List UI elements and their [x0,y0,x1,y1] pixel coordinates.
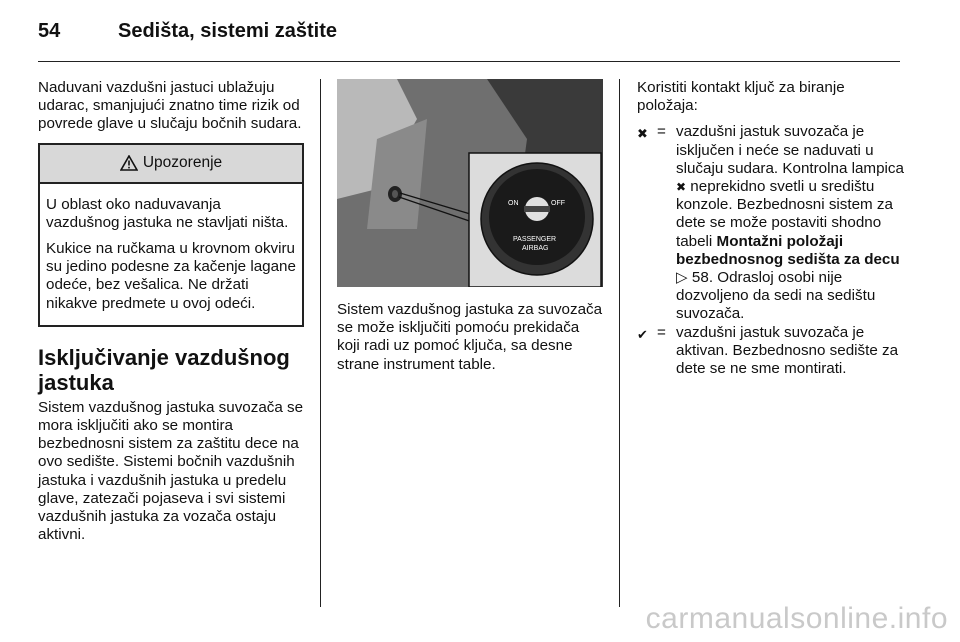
switch-label-passenger: PASSENGER [513,236,557,243]
airbag-switch-photo [337,79,603,287]
positions-intro: Koristiti kontakt ključ za biranje položaja: [637,79,845,115]
equals-sign: = [657,123,666,141]
switch-label-on: ON [508,200,519,207]
warning-triangle-icon [120,155,138,171]
airbag-off-lamp-icon: ✖ [676,180,687,195]
right-column [637,79,907,378]
airbag-switch-illustration [337,79,603,287]
left-column [38,79,304,552]
intro-paragraph: Naduvani vazdušni jastuci ublažuju udarac, smanjujući znatno time rizik od povrede glave u slučaju bočnih sudara. [38,79,302,133]
airbag-off-icon: ✖ [637,126,648,142]
middle-column [337,79,605,382]
photo-caption: Sistem vazdušnog jastuka za suvozača se može isključiti pomoću prekidača koji radi uz pomoć ključa, sa desne strane instrument table. [337,301,603,373]
section-heading: Isključivanje vazdušnog jastuka [38,344,290,395]
equals-sign: = [657,323,666,341]
definition-off-text-b: neprekidno svetli u središtu konzole. Bezbednosni sistem za dete se može postaviti shodno tabeli [676,178,893,250]
column-divider-2 [619,79,620,607]
column-divider-1 [320,79,321,607]
warning-box [38,143,304,327]
table-link[interactable]: Montažni položaji bezbednosnog sedišta za decu [676,232,900,268]
switch-label-airbag: AIRBAG [522,245,549,252]
definition-off-text-a: vazdušni jastuk suvozača je isključen i neće se naduvati u slučaju sudara. Kontrolna lampica [676,123,904,177]
warning-header [40,145,302,184]
definition-off [637,123,907,323]
warning-body [40,184,302,325]
reference-arrow-icon: ▷ [676,269,688,287]
definition-on-text: vazdušni jastuk suvozača je aktivan. Bezbednosno sedište za dete se ne sme montirati. [676,323,899,378]
definition-on [637,324,907,379]
warning-paragraph-1: U oblast oko naduvavanja vazdušnog jastuka ne stavljati ništa. [46,195,289,231]
switch-label-off: OFF [551,200,565,207]
section-paragraph: Sistem vazdušnog jastuka suvozača se mora isključiti ako se montira bezbednosni sistem za zaštitu dece na ovo sedište. Sistemi bočnih vazdušnih jastuka i vazdušnih jastuka u predelu glave, zatezači pojaseva i svi sistemi vazdušnih jastuka za vozača ostaju aktivni. [38,398,304,544]
page-number: 54 [38,20,61,42]
definition-off-ref: 58. Odrasloj osobi nije dozvoljeno da sedi na sedištu suvozača. [676,269,876,323]
page-title: Sedišta, sistemi zaštite [118,20,337,42]
warning-title: Upozorenje [142,154,223,171]
definition-off-text [676,123,907,323]
watermark: carmanualsonline.info [645,602,948,635]
page-header [0,0,960,60]
airbag-on-icon: ✔ [637,326,648,342]
header-divider [38,61,900,62]
warning-paragraph-2: Kukice na ručkama u krovnom okviru su jedino podesne za kačenje lagane odeće, bez vešalica. Ne držati nikakve predmete u ovoj odeći. [46,240,296,312]
